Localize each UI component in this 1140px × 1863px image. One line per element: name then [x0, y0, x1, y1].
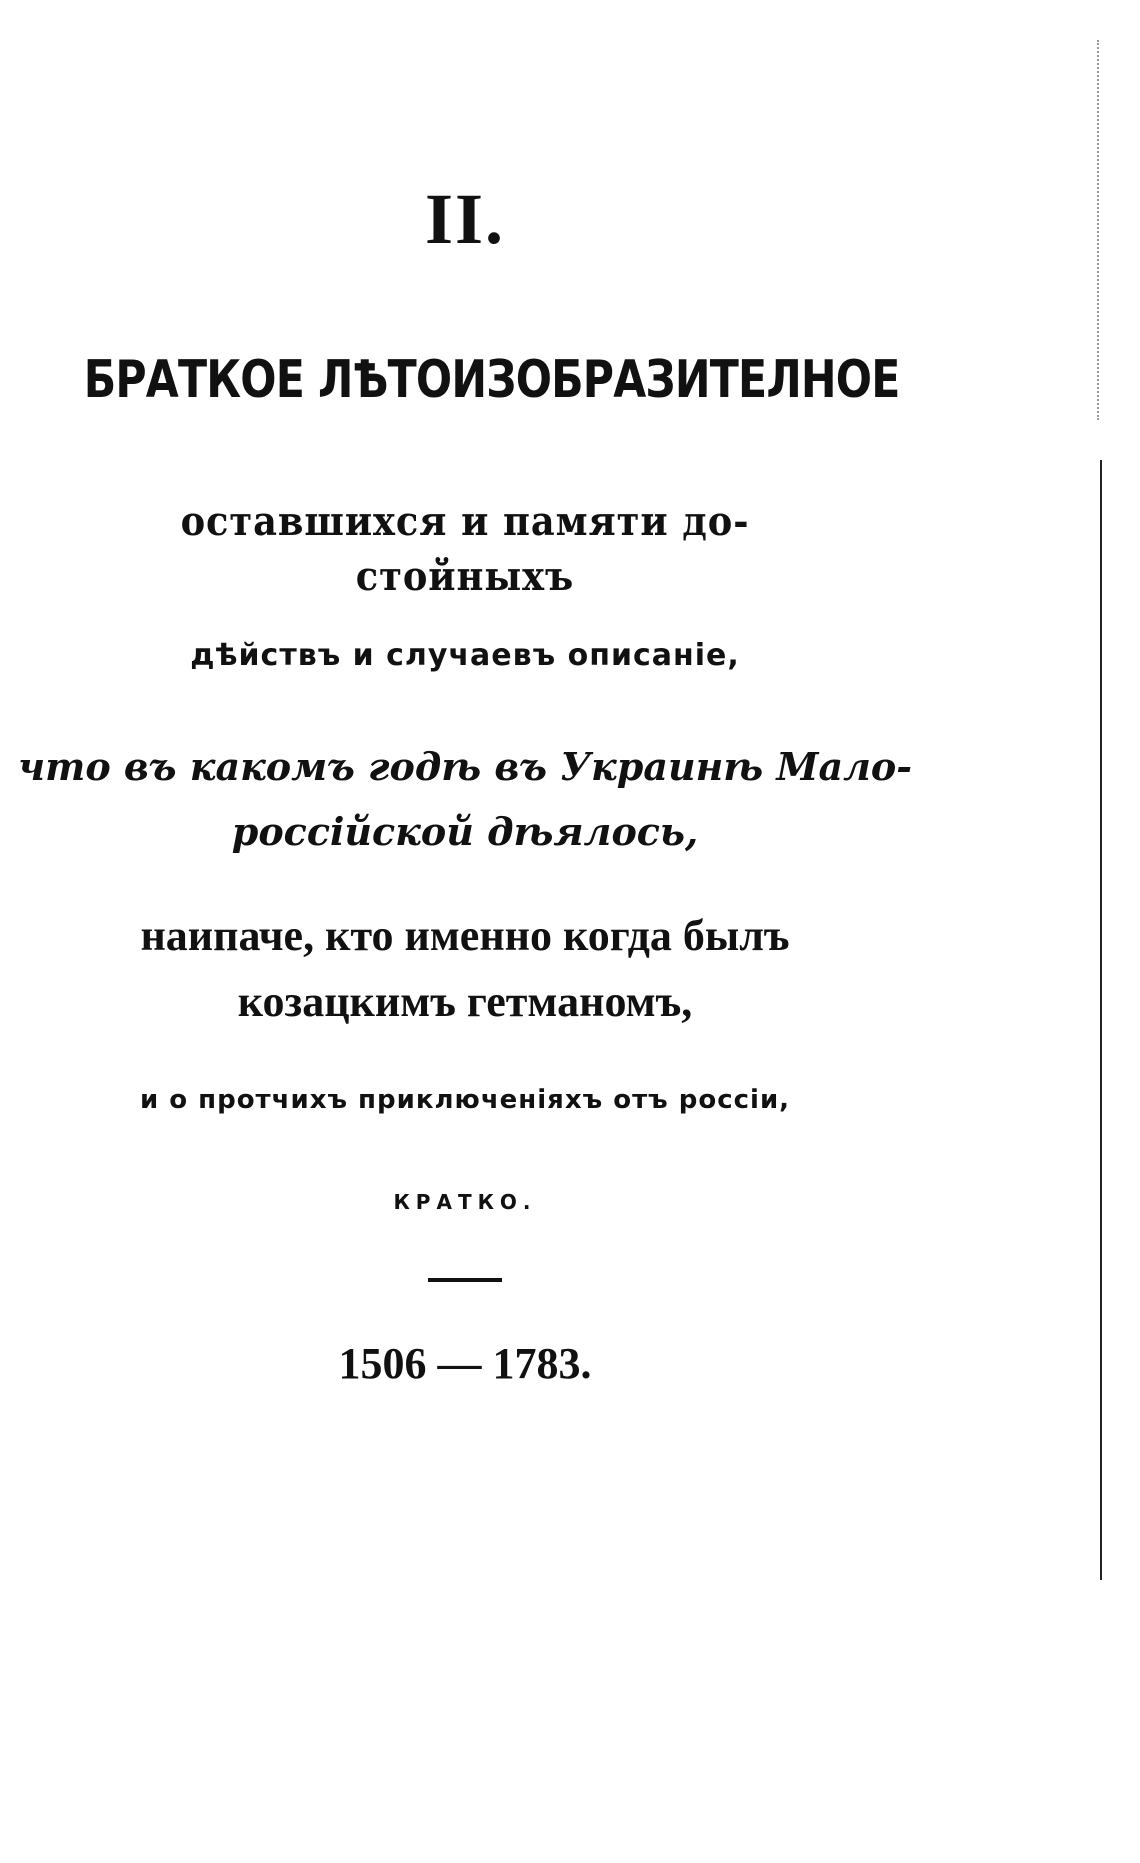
page-edge-line	[1100, 460, 1102, 1580]
subtitle-line: дѣйствъ и случаевъ описаніе,	[190, 638, 740, 673]
kratko-label: КРАТКО.	[393, 1190, 537, 1214]
fraktur-line-1: что въ какомъ годѣ въ Украинѣ Мало-	[17, 744, 913, 789]
title-main: БРАТКОЕ ЛѢТОИЗОБРАЗИТЕЛНОЕ	[83, 350, 900, 410]
bold-line-1: наипаче, кто именно когда былъ	[140, 911, 790, 960]
year-range: 1506 — 1783.	[338, 1339, 592, 1388]
bold-line-2: козацкимъ гетманомъ,	[237, 977, 693, 1026]
page-edge-dots	[1097, 40, 1102, 420]
section-numeral: II.	[424, 179, 506, 259]
horizontal-rule	[428, 1278, 502, 1282]
fraktur-line-2: россійской дѣялось,	[231, 809, 699, 854]
gothic-line-2: стойныхъ	[355, 553, 575, 600]
gothic-line-1: оставшихся и памяти до-	[180, 498, 750, 545]
caps-line: и о протчихъ приключеніяхъ отъ россіи,	[139, 1085, 791, 1115]
